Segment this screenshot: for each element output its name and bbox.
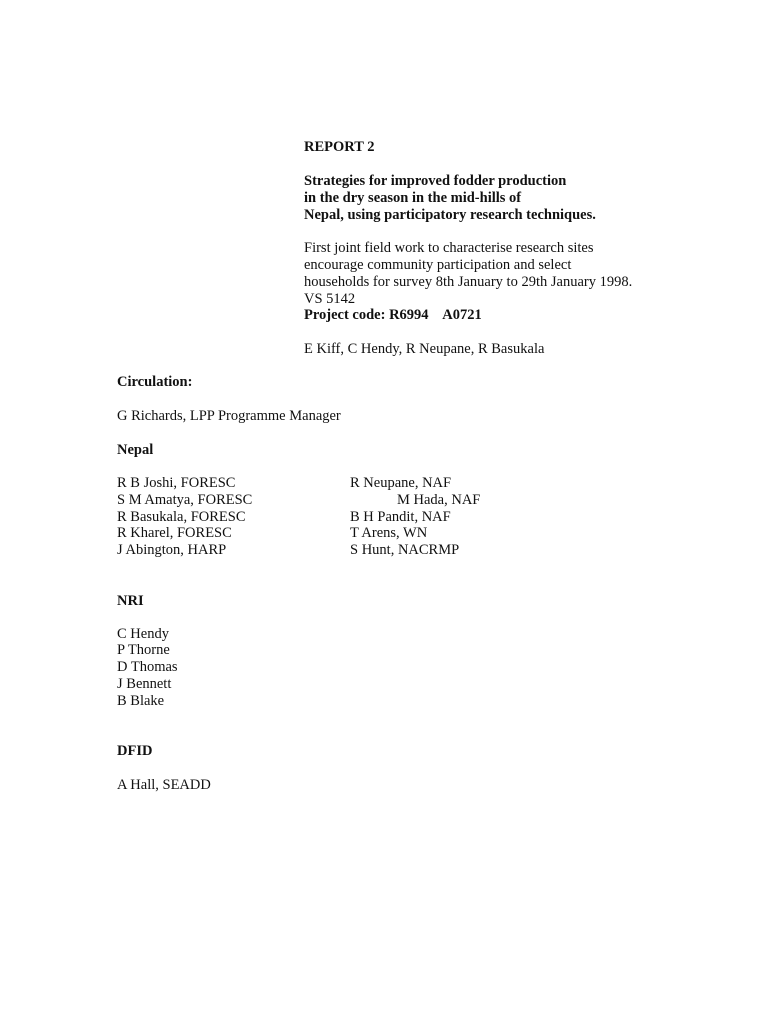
nri-recipient-4: J Bennett xyxy=(117,676,172,692)
nepal-recipient-left-2: S M Amatya, FORESC xyxy=(117,492,253,508)
vs-code: VS 5142 xyxy=(304,291,356,307)
nri-heading: NRI xyxy=(117,593,144,609)
nepal-recipient-right-1: R Neupane, NAF xyxy=(350,475,452,491)
subtitle-line-1: Strategies for improved fodder production xyxy=(304,173,567,189)
dfid-recipient-1: A Hall, SEADD xyxy=(117,777,211,793)
nri-recipient-5: B Blake xyxy=(117,693,165,709)
project-code: Project code: R6994 A0721 xyxy=(304,307,482,323)
nepal-recipient-left-4: R Kharel, FORESC xyxy=(117,525,232,541)
nepal-recipient-right-5: S Hunt, NACRMP xyxy=(350,542,460,558)
nepal-recipient-right-2: M Hada, NAF xyxy=(397,492,481,508)
nri-recipient-1: C Hendy xyxy=(117,626,169,642)
subtitle-line-2: in the dry season in the mid-hills of xyxy=(304,190,522,206)
dfid-heading: DFID xyxy=(117,743,153,759)
authors: E Kiff, C Hendy, R Neupane, R Basukala xyxy=(304,341,545,357)
circulation-heading: Circulation: xyxy=(117,374,193,390)
nepal-recipient-left-1: R B Joshi, FORESC xyxy=(117,475,236,491)
subtitle-line-3: Nepal, using participatory research techniques. xyxy=(304,207,596,223)
nri-recipient-2: P Thorne xyxy=(117,642,170,658)
description-line-1: First joint field work to characterise research sites xyxy=(304,240,594,256)
nepal-recipient-left-5: J Abington, HARP xyxy=(117,542,227,558)
nepal-recipient-right-4: T Arens, WN xyxy=(350,525,428,541)
nepal-recipient-left-3: R Basukala, FORESC xyxy=(117,509,246,525)
description-line-2: encourage community participation and select xyxy=(304,257,572,273)
description-line-3: households for survey 8th January to 29th January 1998. xyxy=(304,274,633,290)
programme-manager: G Richards, LPP Programme Manager xyxy=(117,408,341,424)
nepal-heading: Nepal xyxy=(117,442,154,458)
report-title: REPORT 2 xyxy=(304,139,375,155)
nri-recipient-3: D Thomas xyxy=(117,659,178,675)
nepal-recipient-right-3: B H Pandit, NAF xyxy=(350,509,451,525)
